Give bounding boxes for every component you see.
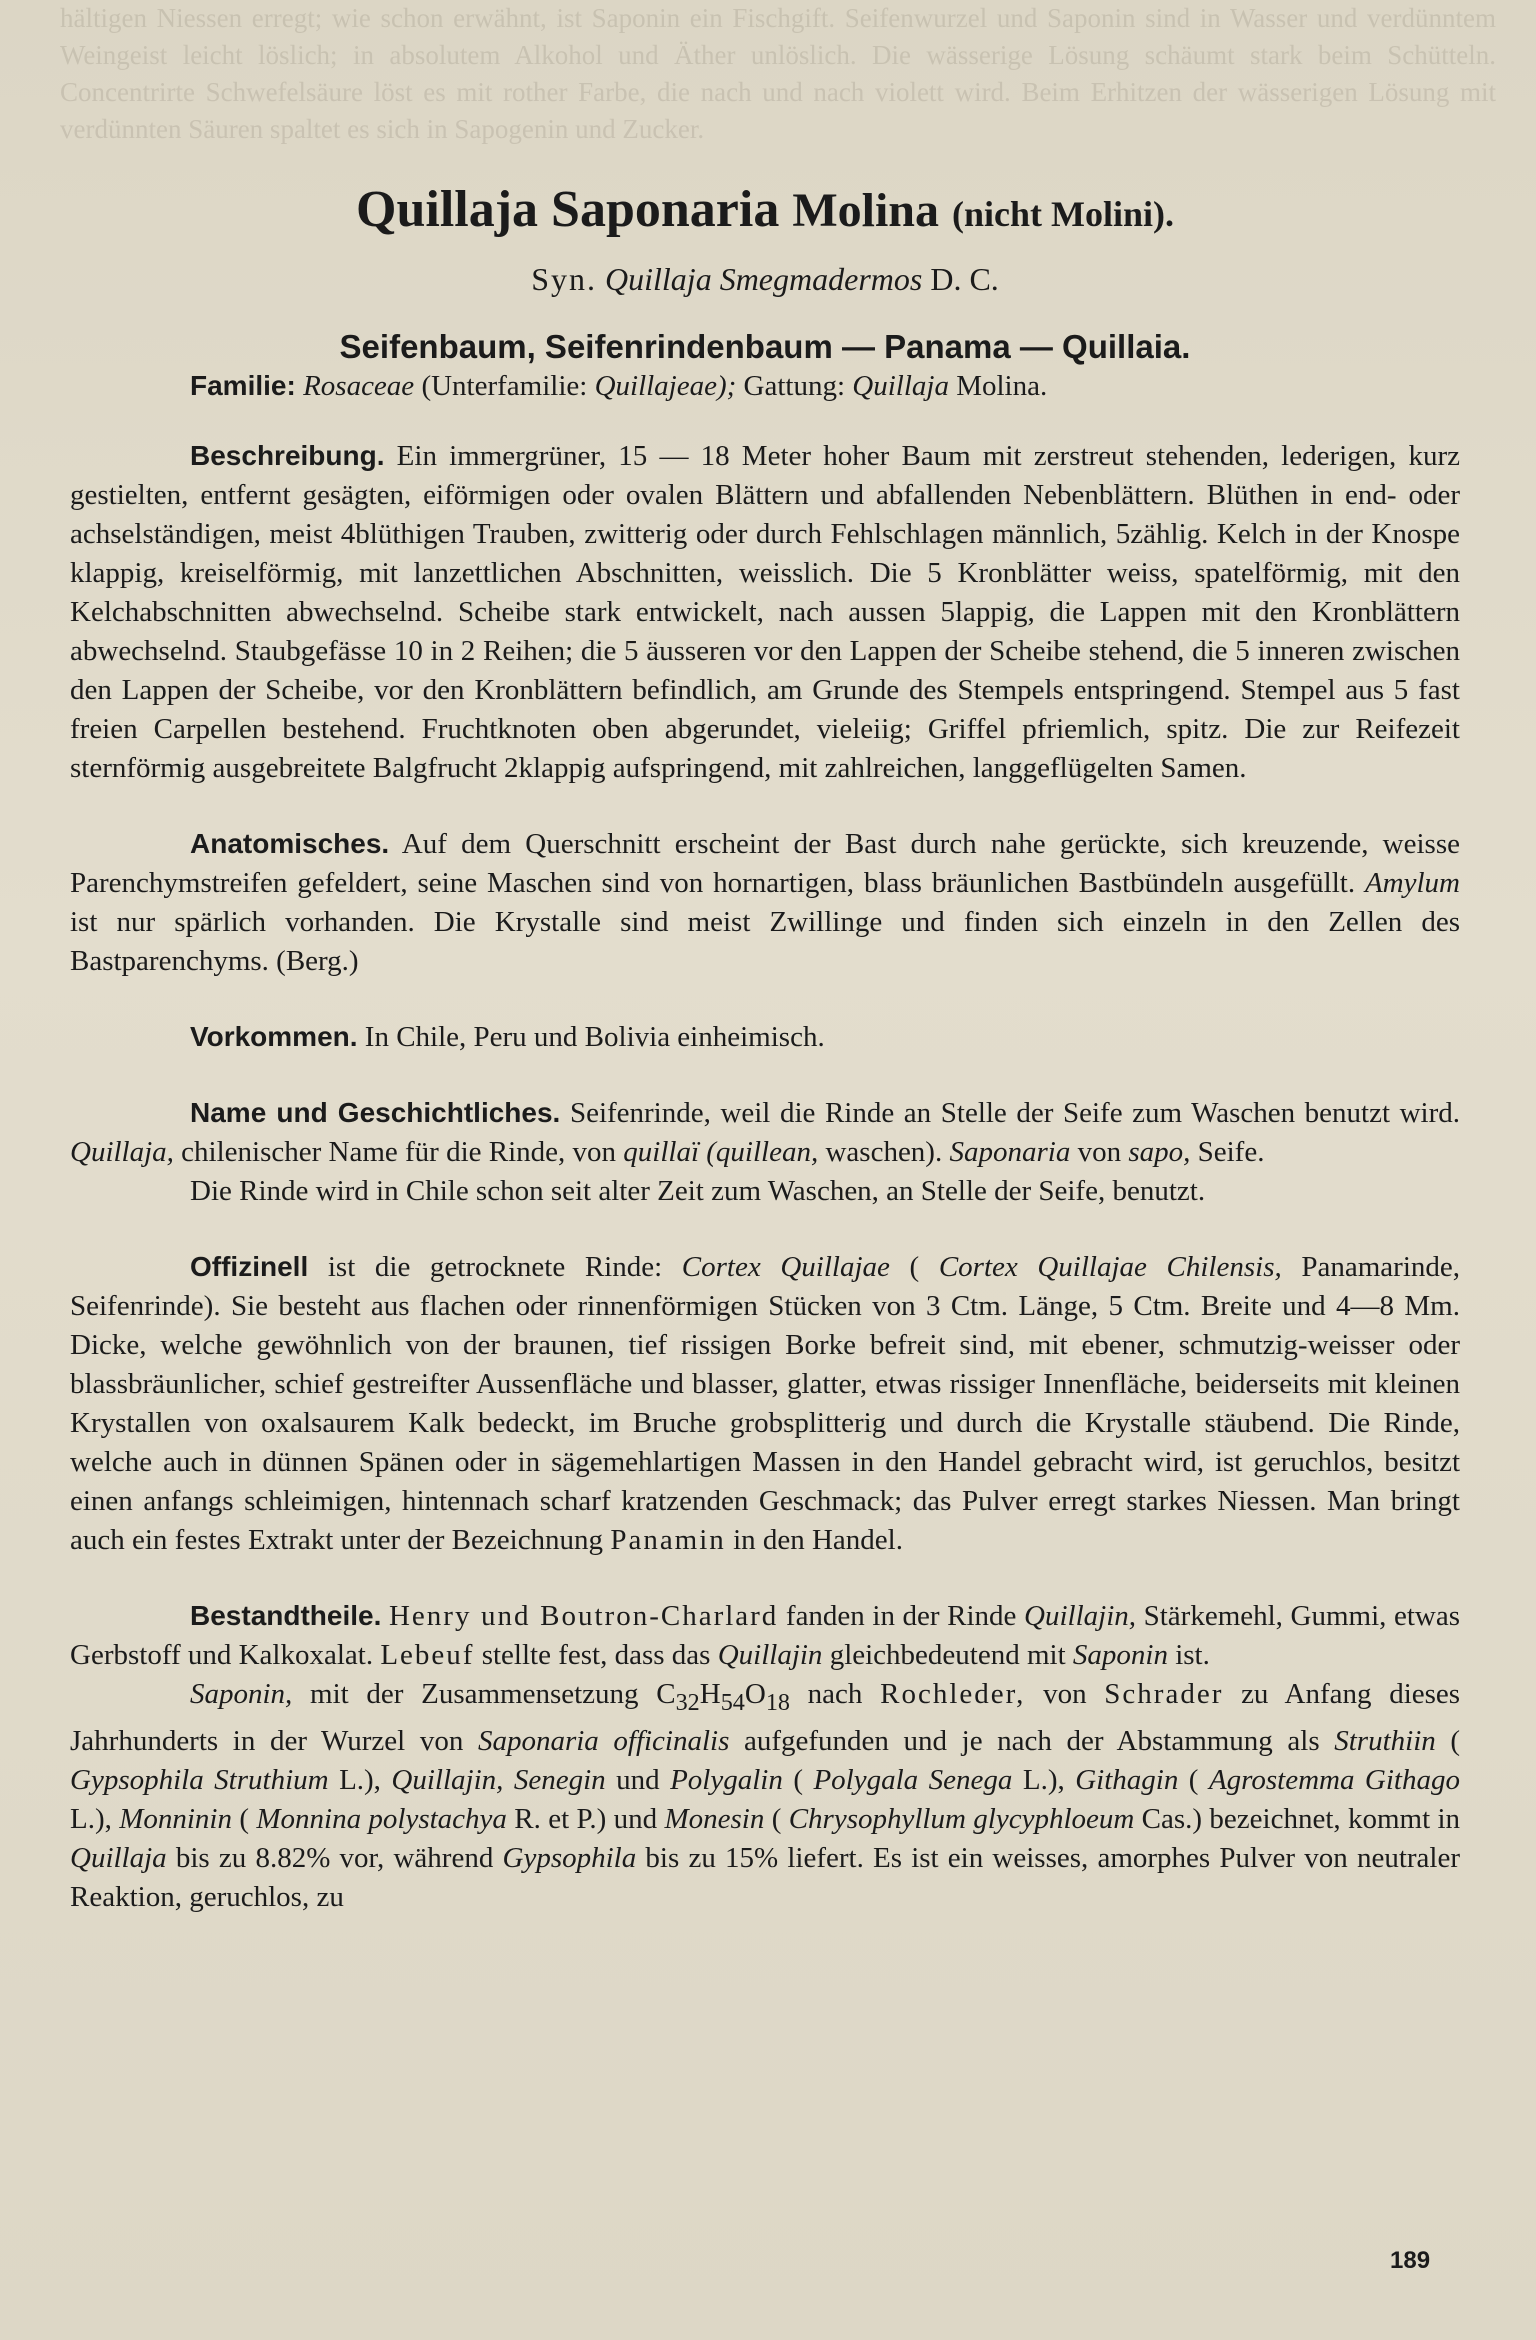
section-beschreibung xyxy=(70,436,1460,788)
name-quillean: (quillean, xyxy=(706,1136,819,1168)
saponin-polygalin: Polygalin xyxy=(670,1763,783,1796)
saponin-text-14: ( xyxy=(239,1802,250,1835)
offizinell-cortex-chil: Cortex Quillajae Chilensis, xyxy=(938,1251,1282,1283)
saponin-text-12: ( xyxy=(1188,1763,1199,1796)
title-note: (nicht Molini). xyxy=(951,194,1174,234)
saponin-text-3: von xyxy=(1043,1678,1087,1710)
saponin-paragraph xyxy=(70,1675,1460,1917)
saponin-text-17: Cas.) bezeichnet, kommt in xyxy=(1141,1802,1461,1835)
saponin-monninin: Monninin xyxy=(119,1802,232,1835)
page-title xyxy=(70,180,1460,239)
title-author: Molina xyxy=(792,184,939,237)
family-sub-label: (Unterfamilie: xyxy=(421,370,588,402)
vorkommen-heading: Vorkommen. xyxy=(190,1021,358,1052)
offizinell-text-2: ( xyxy=(909,1251,920,1283)
name-quillai: quillaï xyxy=(623,1136,700,1168)
bestandtheile-quillajin: Quillajin, xyxy=(1024,1600,1137,1632)
saponin-monesin: Monesin xyxy=(664,1802,765,1835)
saponin-formula: $C_{32}H_{54}O_{18}$ xyxy=(656,1678,790,1716)
bestandtheile-quillajin-2: Quillajin xyxy=(717,1639,823,1671)
bestandtheile-saponin: Saponin xyxy=(1072,1639,1168,1671)
bestandtheile-text-1: fanden in der Rinde xyxy=(785,1600,1017,1632)
offizinell-panamin: Panamin xyxy=(610,1524,726,1556)
page-number: 189 xyxy=(1390,2247,1431,2274)
saponin-agrostemma: Agrostemma Githago xyxy=(1208,1763,1460,1796)
anatomisches-heading: Anatomisches. xyxy=(190,828,390,859)
section-anatomisches xyxy=(70,824,1460,981)
saponin-text-5: aufgefunden und je nach der Abstammung als xyxy=(744,1724,1320,1757)
name-text-2: chilenischer Name für die Rinde, von xyxy=(181,1136,617,1168)
family-name: Rosaceae xyxy=(303,370,415,402)
saponin-text-11: L.), xyxy=(1022,1763,1065,1796)
synonym-name: Quillaja Smegmadermos xyxy=(605,261,923,297)
family-line xyxy=(70,366,1460,406)
saponin-gypsophila-2: Gypsophila xyxy=(502,1841,637,1874)
bestandtheile-text-5: ist. xyxy=(1175,1639,1210,1671)
section-name-geschichtliches xyxy=(70,1093,1460,1172)
section-offizinell xyxy=(70,1247,1460,1560)
saponin-quillajin: Quillajin, Senegin xyxy=(391,1763,606,1796)
section-vorkommen xyxy=(70,1017,1460,1057)
beschreibung-text: Ein immergrüner, 15 — 18 Meter hoher Baum mit zerstreut stehenden, lederigen, kurz gestielten, entfernt gesägten, eiförmigen oder ovalen Blättern und abfallenden Nebenblättern. Blüthen in end- oder achselständigen, meist 4blüthigen Trauben, zwitterig oder durch Fehlschlagen männlich, 5zählig. Kelch in der Knospe klappig, kreiselförmig, mit lanzettlichen Abschnitten, weisslich. Die 5 Kronblätter weiss, spatelförmig, mit den Kelchabschnitten abwechselnd. Scheibe stark entwickelt, nach aussen 5lappig, die Lappen mit den Kronblättern abwechselnd. Staubgefässe 10 in 2 Reihen; die 5 äusseren vor den Lappen der Scheibe stehend, die 5 inneren zwischen den Lappen der Scheibe, vor den Kronblättern befindlich, am Grunde des Stempels entspringend. Stempel aus 5 fast freien Carpellen bestehend. Fruchtknoten oben abgerundet, vieleiig; Griffel pfriemlich, spitz. Die zur Reifezeit sternförmig ausgebreitete Balgfrucht 2klappig aufspringend, mit zahlreichen, langgeflügelten Samen. xyxy=(70,440,1461,784)
section-bestandtheile xyxy=(70,1596,1460,1675)
saponin-gypsophila: Gypsophila Struthium xyxy=(70,1763,329,1796)
vorkommen-text: In Chile, Peru und Bolivia einheimisch. xyxy=(364,1021,825,1053)
formula-h: 54 xyxy=(720,1688,745,1716)
bestandtheile-lebeuf: Lebeuf xyxy=(380,1639,475,1671)
show-through-text: hältigen Niessen erregt; wie schon erwähnt, ist Saponin ein Fischgift. Seifenwurzel und Saponin sind in Wasser und verdünntem Weingeist leicht löslich; in absolutem Alkohol und Äther unlöslich. Die wässerige Lösung schäumt stark beim Schütteln. Concentrirte Schwefelsäure löst es mit rother Farbe, die nach und nach violett wird. Beim Erhitzen der wässerigen Lösung mit verdünnten Säuren spaltet es sich in Sapogenin und Zucker. xyxy=(60,3,1496,144)
saponin-chrysophyllum: Chrysophyllum glycyphloeum xyxy=(788,1802,1135,1835)
saponin-struthiin: Struthiin xyxy=(1334,1724,1436,1757)
saponin-githagin: Githagin xyxy=(1075,1763,1179,1796)
formula-c: 32 xyxy=(675,1688,700,1716)
name-text-5: Seife. xyxy=(1197,1136,1265,1168)
page-content xyxy=(70,180,1460,1917)
saponin-quillaja: Quillaja xyxy=(70,1841,167,1874)
title-species: Quillaja Saponaria xyxy=(356,181,780,238)
name-second-paragraph: Die Rinde wird in Chile schon seit alter Zeit zum Waschen, an Stelle der Seife, benutzt. xyxy=(190,1175,1206,1207)
beschreibung-heading: Beschreibung. xyxy=(190,440,385,471)
saponin-text-13: L.), xyxy=(70,1802,112,1835)
common-names: Seifenbaum, Seifenrindenbaum — Panama — Quillaia. xyxy=(339,328,1191,365)
family-heading: Familie: xyxy=(190,370,296,401)
saponin-text-7: L.), xyxy=(339,1763,381,1796)
synonym-author: D. C. xyxy=(930,261,999,297)
synonym-line xyxy=(70,261,1460,298)
saponin-text-16: ( xyxy=(771,1802,782,1835)
bestandtheile-text-4: gleichbedeutend mit xyxy=(829,1639,1066,1671)
name-heading: Name und Geschichtliches. xyxy=(190,1097,561,1128)
bestandtheile-text-2: Stärkemehl, Gummi, etwas Gerbstoff und Kalkoxalat. xyxy=(70,1600,1461,1671)
offizinell-cortex: Cortex Quillajae xyxy=(681,1251,890,1283)
anatomisches-text-1: Auf dem Querschnitt erscheint der Bast durch nahe gerückte, sich kreuzende, weisse Parenchymstreifen gefeldert, seine Maschen sind von hornartigen, blass bräunlichen Bastbündeln ausgefüllt. xyxy=(70,828,1460,899)
offizinell-text-1: ist die getrocknete Rinde: xyxy=(327,1251,663,1283)
family-genus-label: Gattung: xyxy=(743,370,846,402)
saponin-text-10: ( xyxy=(793,1763,803,1796)
bestandtheile-text-3: stellte fest, dass das xyxy=(481,1639,711,1671)
saponin-text-2: nach xyxy=(807,1678,863,1710)
saponin-schrader: Schrader xyxy=(1104,1678,1224,1710)
name-saponaria: Saponaria xyxy=(949,1136,1071,1168)
saponin-lead: Saponin, xyxy=(190,1678,293,1710)
saponin-text-19: bis zu 15% liefert. Es ist ein weisses, amorphes Pulver von neutraler Reaktion, geruchlos, zu xyxy=(70,1841,1461,1913)
saponin-monnina: Monnina polystachya xyxy=(256,1802,507,1835)
saponin-rochleder: Rochleder, xyxy=(880,1678,1026,1710)
offizinell-heading: Offizinell xyxy=(190,1251,309,1282)
name-sapo: sapo, xyxy=(1128,1136,1191,1168)
saponin-text-6: ( xyxy=(1450,1724,1461,1757)
formula-o: 18 xyxy=(765,1688,790,1716)
saponin-text-15: R. et P.) und xyxy=(514,1802,658,1835)
name-text-3: waschen). xyxy=(825,1136,943,1168)
name-text-1: Seifenrinde, weil die Rinde an Stelle der Seife zum Waschen benutzt wird. xyxy=(569,1097,1461,1129)
anatomisches-text-2: ist nur spärlich vorhanden. Die Krystalle sind meist Zwillinge und finden sich einzeln in den Zellen des Bastparenchyms. (Berg.) xyxy=(70,906,1460,977)
name-quillaja: Quillaja, xyxy=(70,1136,174,1168)
offizinell-text-3: Panamarinde, Seifenrinde). Sie besteht aus flachen oder rinnenförmigen Stücken von 3 Ctm. Länge, 5 Ctm. Breite und 4—8 Mm. Dicke, welche gewöhnlich von der braunen, tief rissigen Borke befreit sind, mit ebener, schmutzig-weisser oder blassbräunlicher, schief gestreifter Aussenfläche und blasser, glatter, etwas rissiger Innenfläche, beiderseits mit kleinen Krystallen von oxalsaurem Kalk bedeckt, im Bruche grobsplitterig und durch die Krystalle stäubend. Die Rinde, welche auch in dünnen Spänen oder in sägemehlartigen Massen in den Handel gebracht wird, ist geruchlos, besitzt einen anfangs schleimigen, hintennach scharf kratzenden Geschmack; das Pulver erregt starkes Niessen. Man bringt auch ein festes Extrakt unter der Bezeichnung xyxy=(70,1251,1461,1556)
family-subfamily: Quillajeae); xyxy=(594,370,737,402)
synonym-label: Syn. xyxy=(531,261,598,297)
anatomisches-amylum: Amylum xyxy=(1364,867,1460,899)
saponin-polygala: Polygala Senega xyxy=(813,1763,1013,1796)
saponin-text-8: und xyxy=(616,1763,660,1796)
bestandtheile-authors-1: Henry und Boutron-Charlard xyxy=(388,1600,779,1632)
saponin-text-1: mit der Zusammensetzung xyxy=(310,1678,639,1710)
bestandtheile-heading: Bestandtheile. xyxy=(190,1600,382,1631)
name-text-4: von xyxy=(1077,1136,1122,1168)
saponin-text-4: zu Anfang dieses Jahrhunderts in der Wurzel von xyxy=(70,1678,1461,1757)
offizinell-text-4: in den Handel. xyxy=(733,1524,903,1556)
family-genus: Quillaja xyxy=(852,370,949,402)
saponin-saponaria: Saponaria officinalis xyxy=(477,1724,730,1757)
saponin-text-18: bis zu 8.82% vor, während xyxy=(175,1841,494,1874)
family-genus-author: Molina. xyxy=(956,370,1048,402)
